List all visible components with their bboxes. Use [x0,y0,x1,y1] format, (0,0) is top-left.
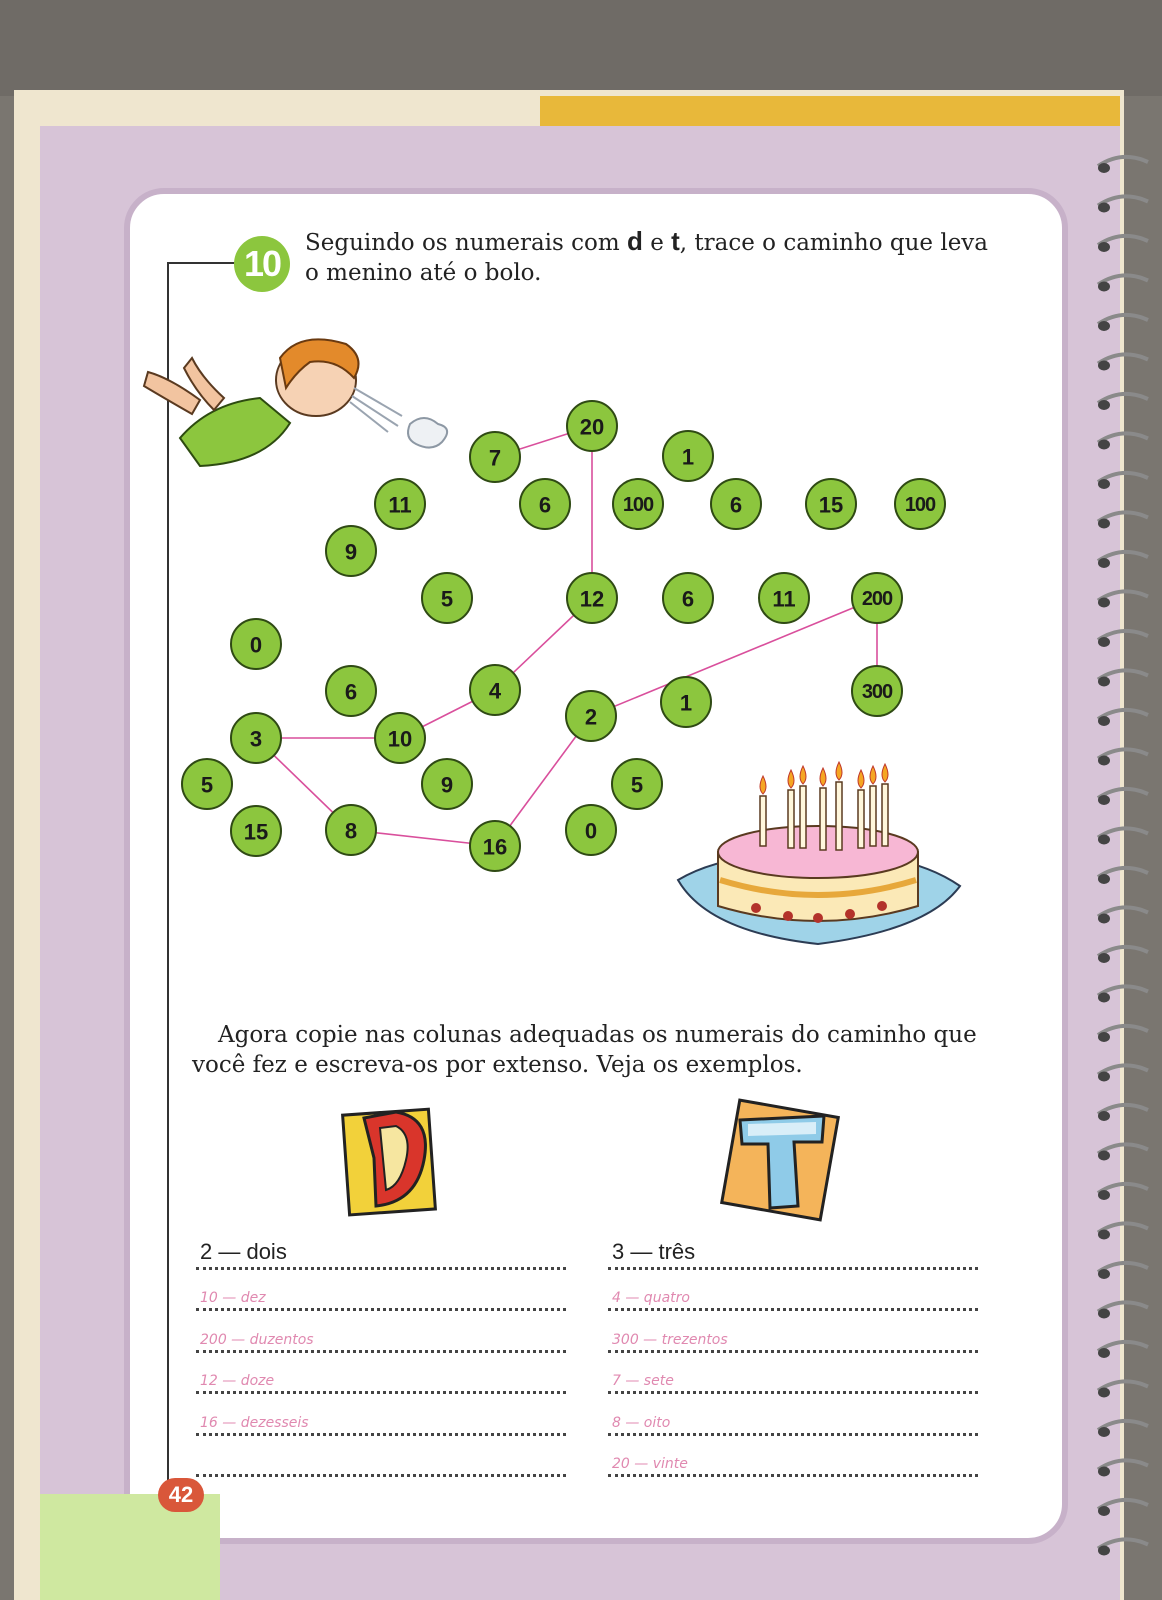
spiral-hole [1098,519,1110,529]
maze-node[interactable] [612,759,662,809]
maze-node[interactable] [231,713,281,763]
column-d-answer-row[interactable] [196,1436,566,1478]
spiral-hole [1098,835,1110,845]
maze-node[interactable] [711,479,761,529]
spiral-hole [1098,716,1110,726]
column-t-example: 3 — três [612,1238,696,1264]
maze-node[interactable] [566,691,616,741]
maze-node-label: 1 [681,444,695,470]
maze-node-label: 4 [488,678,502,704]
maze-node-label: 20 [579,414,605,440]
maze-node[interactable] [663,431,713,481]
spiral-hole [1098,795,1110,805]
instruction-text-3: , trace o caminho que leva o menino até o bolo. [305,230,989,286]
spiral-hole [1098,953,1110,963]
maze-node-label: 6 [538,492,552,518]
maze-node-label: 10 [387,726,413,752]
column-t-answer-row[interactable] [608,1353,978,1395]
column-t [608,1228,978,1477]
maze-node[interactable] [661,677,711,727]
spiral-hole [1098,637,1110,647]
column-d [196,1228,566,1477]
maze-node[interactable] [326,526,376,576]
exercise-instruction [305,226,1005,288]
maze-node[interactable] [422,759,472,809]
column-d-answer-row[interactable] [196,1394,566,1436]
spiral-hole [1098,1427,1110,1437]
maze-node-label: 6 [344,679,358,705]
column-t-example-row [608,1228,978,1270]
maze-node[interactable] [852,666,902,716]
spiral-hole [1098,1072,1110,1082]
maze-node[interactable] [326,805,376,855]
spiral-hole [1098,914,1110,924]
column-d-answer: 12 — doze [200,1373,275,1389]
maze-node-label: 1 [679,690,693,716]
maze-node[interactable] [663,573,713,623]
maze-node[interactable] [759,573,809,623]
instruction-text-2: e [642,230,672,256]
exercise-number-badge: 10 [234,236,290,292]
maze-node-label: 2 [584,704,598,730]
maze-node-label: 15 [243,819,269,845]
spiral-hole [1098,1269,1110,1279]
spiral-hole [1098,1348,1110,1358]
column-t-answer-row[interactable] [608,1270,978,1312]
column-t-answer: 300 — trezentos [612,1331,728,1348]
column-t-answer-row[interactable] [608,1311,978,1353]
spiral-hole [1098,361,1110,371]
spiral-hole [1098,203,1110,213]
maze-node[interactable] [520,479,570,529]
spiral-hole [1098,1467,1110,1477]
yellow-page-edge [540,96,1120,130]
spiral-hole [1098,479,1110,489]
maze-node-label: 5 [440,586,454,612]
spiral-hole [1098,1388,1110,1398]
column-d-answer: 10 — dez [200,1290,266,1306]
spiral-hole [1098,1151,1110,1161]
spiral-hole [1098,440,1110,450]
column-t-answer: 8 — oito [612,1414,671,1431]
maze-node[interactable] [326,666,376,716]
instruction-letter-t: t [671,226,680,256]
page-number: 42 [158,1478,204,1512]
maze-node[interactable] [566,805,616,855]
part2-instruction: Agora copie nas colunas adequadas os numerais do caminho que você fez e escreva-os por extenso. Veja os exemplos. [192,1022,977,1078]
maze-node-label: 7 [488,445,502,471]
birthday-cake-illustration [668,760,968,960]
column-d-answer: 200 — duzentos [200,1331,314,1348]
maze-node[interactable] [470,432,520,482]
column-t-answer-row[interactable] [608,1394,978,1436]
maze-node-label: 5 [200,772,214,798]
maze-node[interactable] [613,479,663,529]
maze-node-label: 0 [584,818,598,844]
spiral-hole [1098,1506,1110,1516]
maze-node-label: 11 [772,586,796,612]
maze-node[interactable] [567,401,617,451]
column-t-answer-row[interactable] [608,1436,978,1478]
instruction-letter-d: d [627,226,643,256]
letter-d-illustration [340,1098,440,1218]
maze-node-label: 11 [388,492,412,518]
spiral-hole [1098,400,1110,410]
spiral-hole [1098,874,1110,884]
maze-node-label: 9 [440,772,454,798]
maze-node[interactable] [806,479,856,529]
spiral-hole [1098,1309,1110,1319]
maze-node-label: 300 [861,681,893,703]
maze-node-label: 200 [861,588,893,610]
maze-node[interactable] [422,573,472,623]
spiral-hole [1098,1230,1110,1240]
spiral-hole [1098,163,1110,173]
maze-node-label: 9 [344,539,358,565]
instruction-text-1: Seguindo os numerais com [305,230,627,256]
column-d-answer-row[interactable] [196,1270,566,1312]
boy-illustration [140,328,460,478]
column-d-answer-row[interactable] [196,1311,566,1353]
column-t-answer: 7 — sete [612,1373,674,1389]
spiral-hole [1098,1032,1110,1042]
maze-node[interactable] [375,479,425,529]
spiral-hole [1098,1111,1110,1121]
maze-node-label: 16 [482,834,508,860]
maze-node[interactable] [895,479,945,529]
letter-t-illustration [718,1094,842,1226]
maze-node-label: 6 [729,492,743,518]
maze-node[interactable] [231,619,281,669]
maze-node[interactable] [567,573,617,623]
desk-background [0,0,1162,96]
spiral-hole [1098,598,1110,608]
column-t-answer: 4 — quatro [612,1290,690,1306]
maze-node-label: 5 [630,772,644,798]
spiral-hole [1098,558,1110,568]
spiral-hole [1098,321,1110,331]
spiral-hole [1098,282,1110,292]
spiral-hole [1098,993,1110,1003]
maze-node[interactable] [375,713,425,763]
maze-node-label: 12 [579,586,605,612]
maze-node[interactable] [182,759,232,809]
maze-node[interactable] [852,573,902,623]
spiral-hole [1098,1546,1110,1556]
column-t-answer: 20 — vinte [612,1456,688,1472]
maze-node[interactable] [470,821,520,871]
maze-node-label: 8 [344,818,358,844]
maze-node-label: 3 [249,726,263,752]
maze-node[interactable] [470,665,520,715]
spiral-hole [1098,1190,1110,1200]
column-d-example: 2 — dois [200,1238,287,1264]
spiral-hole [1098,677,1110,687]
maze-node-label: 100 [622,494,654,516]
maze-node[interactable] [231,806,281,856]
column-d-example-row [196,1228,566,1270]
column-d-answer-row[interactable] [196,1353,566,1395]
column-d-answer: 16 — dezesseis [200,1414,309,1431]
spiral-binding [1092,150,1152,1590]
maze-node-label: 15 [818,492,844,518]
maze-node-label: 6 [681,586,695,612]
margin-rule-top [167,262,239,264]
maze-node-label: 100 [904,494,936,516]
maze-node-label: 0 [249,632,263,658]
spiral-hole [1098,242,1110,252]
spiral-hole [1098,756,1110,766]
